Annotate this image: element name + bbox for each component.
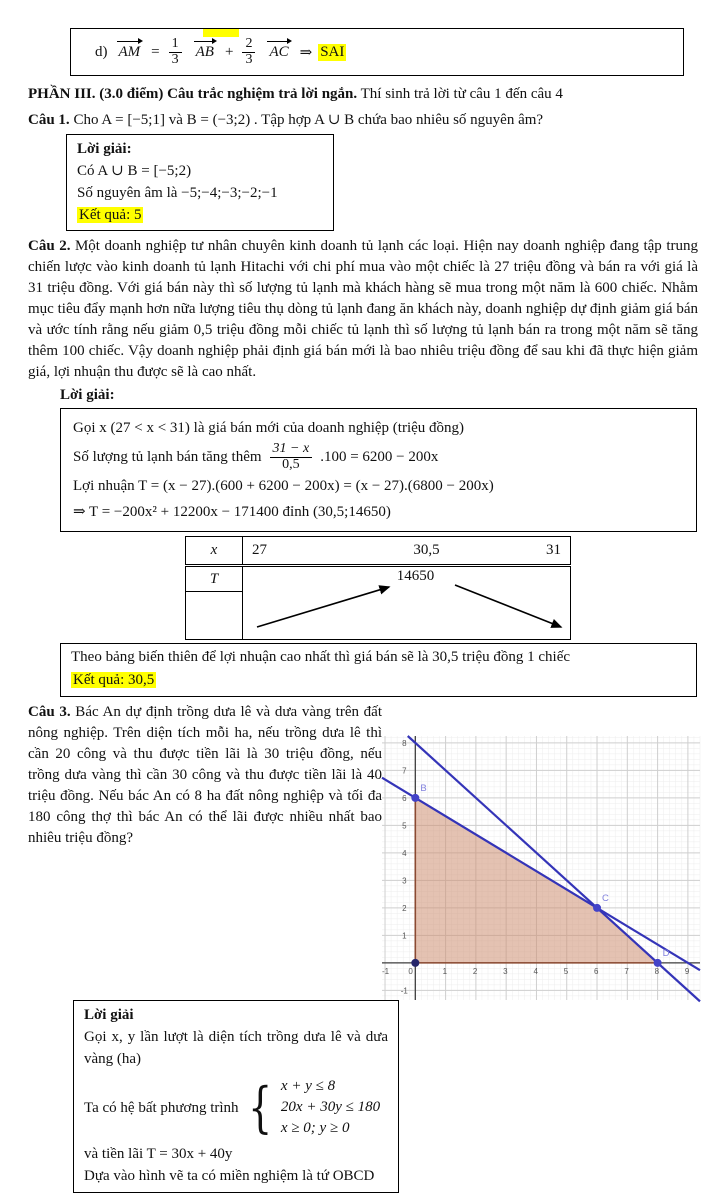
vector-ac: AC [266, 44, 291, 61]
question-1-label: Câu 1. [28, 112, 70, 128]
vector-am: AM [116, 44, 144, 61]
solution-1-result: Kết quả: 5 [79, 207, 142, 223]
fraction-quantity: $\frac{31 - x}{0,5}$ [270, 442, 313, 472]
solution-3-box [73, 1000, 399, 1193]
plus-sign: + [224, 43, 234, 60]
solution-3-line3: Dựa vào hình vẽ ta có miền nghiệm là tứ OBCD [84, 1168, 375, 1185]
feasible-region-svg [382, 736, 700, 1000]
conclusion-2-box [60, 643, 697, 697]
svg-text:C: C [602, 893, 609, 905]
conclusion-2-line: Theo bảng biến thiên để lợi nhuận cao nhất thì giá bán sẽ là 30,5 triệu đồng 1 chiếc [71, 649, 571, 666]
solution-2-line2 [73, 442, 684, 472]
svg-text:B: B [420, 783, 427, 795]
svg-text:1: 1 [442, 967, 448, 977]
svg-text:D: D [662, 948, 670, 960]
question-3-text: Bác An dự định trồng dưa lê và dưa vàng trên đất nông nghiệp. Trên diện tích mỗi ha, nếu trồng dưa lê thì cần 20 công và thu được tiền lãi là 30 triệu đồng, nếu trồng dưa vàng thì cần 30 công và thu được tiền lãi là 40 triệu đồng. Nếu bác An có 8 ha đất nông nghiệp và tối đa 180 công thợ thì bác An có thể lãi được nhiều nhất bao nhiêu triệu đồng? [28, 704, 382, 847]
x-value-27: 27 [252, 542, 267, 559]
question-1-text: Cho A = [−5;1] và B = (−3;2) . Tập hợp A ∪ B chứa bao nhiêu số nguyên âm? [69, 112, 544, 128]
feasible-region-chart [382, 736, 700, 1000]
variation-table-t-label: T [186, 566, 243, 592]
solution-2-line4: ⇒ T = −200x² + 12200x − 171400 đỉnh (30,5;14650) [73, 504, 391, 521]
brace-icon: { [247, 1075, 272, 1139]
solution-2-title: Lời giải: [60, 387, 115, 403]
vector-ab: AB [193, 44, 217, 61]
solution-3-line1: Gọi x, y lần lượt là diện tích trồng dưa lê và dưa vàng (ha) [84, 1029, 388, 1068]
solution-1-line2: Số nguyên âm là −5;−4;−3;−2;−1 [77, 185, 278, 201]
x-value-30-5: 30,5 [413, 542, 440, 559]
solution-2-line3: Lợi nhuận T = (x − 27).(600 + 6200 − 200x) = (x − 27).(6800 − 200x) [73, 478, 494, 495]
svg-text:-1: -1 [400, 986, 408, 996]
question-2-label: Câu 2. [28, 238, 71, 254]
solution-2-line1: Gọi x (27 < x < 31) là giá bán mới của doanh nghiệp (triệu đồng) [73, 420, 465, 436]
svg-text:6: 6 [402, 794, 407, 804]
svg-text:8: 8 [402, 739, 407, 749]
svg-text:3: 3 [503, 967, 508, 977]
conclusion-2-result: Kết quả: 30,5 [73, 672, 155, 689]
x-value-31: 31 [546, 542, 561, 559]
inequality-system [84, 1076, 388, 1139]
system-label: Ta có hệ bất phương trình [84, 1099, 239, 1116]
question-2 [28, 236, 698, 383]
solution-2-line2-prefix: Số lượng tủ lạnh bán tăng thêm [73, 449, 262, 466]
increase-arrow [257, 587, 389, 627]
solution-1-title: Lời giải: [77, 141, 132, 157]
peak-value: 14650 [396, 568, 435, 585]
statement-d-label: d) [95, 43, 108, 60]
svg-text:8: 8 [654, 967, 660, 977]
implies-sign: ⇒ [299, 44, 313, 61]
variation-table-empty-cell [186, 592, 243, 640]
section-header [28, 84, 698, 104]
decrease-arrow [455, 585, 561, 627]
svg-text:2: 2 [472, 967, 478, 977]
fraction-one-third: $\frac{1}{3}$ [169, 37, 182, 67]
solution-3-title: Lời giải [84, 1007, 134, 1024]
svg-text:5: 5 [402, 821, 407, 831]
solution-2-box [60, 408, 697, 532]
question-3-label: Câu 3. [28, 704, 71, 721]
answer-sai: SAI [320, 43, 345, 60]
svg-text:3: 3 [402, 876, 407, 886]
svg-text:4: 4 [533, 967, 538, 977]
svg-text:9: 9 [684, 967, 690, 977]
svg-text:0: 0 [408, 967, 413, 977]
svg-text:-1: -1 [382, 967, 390, 977]
variation-table-x-label: x [186, 537, 243, 566]
section-header-bold: PHẦN III. (3.0 điểm) Câu trắc nghiệm trả lời ngắn. [28, 86, 358, 102]
section-header-normal: Thí sinh trả lời từ câu 1 đến câu 4 [357, 86, 563, 102]
svg-text:1: 1 [402, 931, 407, 941]
inequality-1: x + y ≤ 8 [280, 1078, 336, 1095]
solution-1-line1: Có A ∪ B = [−5;2) [77, 163, 192, 179]
fraction-two-thirds: $\frac{2}{3}$ [242, 37, 255, 67]
svg-text:7: 7 [624, 967, 629, 977]
svg-text:4: 4 [402, 849, 407, 859]
question-1 [28, 110, 698, 130]
statement-d-box [70, 28, 684, 76]
equals-sign: = [151, 43, 160, 60]
variation-cell [243, 566, 571, 640]
question-2-text: Một doanh nghiệp tư nhân chuyên kinh doanh tủ lạnh các loại. Hiện nay doanh nghiệp đang tập trung chiến lược vào kinh doanh tủ lạnh Hitachi với chi phí mua vào một chiếc là 27 triệu đồng và bán ra với giá là 31 triệu đồng. Với giá bán này thì số lượng tủ lạnh mà khách hàng sẽ mua trong một năm là 600 chiếc. Nhằm mục tiêu đẩy mạnh hơn nữa lượng tiêu thụ dòng tủ lạnh đang ăn khách này, doanh nghiệp dự định giảm giá bán và ước tính rằng nếu giảm 0,5 triệu đồng mỗi chiếc tủ lạnh thì số lượng tủ lạnh bán ra trong một năm sẽ tăng thêm 100 chiếc. Vậy doanh nghiệp phải định giá bán mới là bao nhiêu triệu đồng để sau khi đã thực hiện giảm giá, lợi nhuận thu được sẽ là cao nhất. [28, 238, 698, 380]
svg-text:5: 5 [563, 967, 569, 977]
svg-text:6: 6 [594, 967, 599, 977]
variation-table [185, 536, 571, 640]
inequality-2: 20x + 30y ≤ 180 [280, 1099, 381, 1116]
inequality-3: x ≥ 0; y ≥ 0 [280, 1120, 350, 1137]
svg-text:2: 2 [402, 904, 407, 914]
svg-text:7: 7 [402, 766, 407, 776]
question-3-section [28, 702, 698, 1193]
solution-3-line2: và tiền lãi T = 30x + 40y [84, 1146, 233, 1163]
page-content [28, 28, 698, 1193]
solution-2-line2-suffix: .100 = 6200 − 200x [320, 449, 439, 466]
solution-1-box [66, 134, 334, 231]
